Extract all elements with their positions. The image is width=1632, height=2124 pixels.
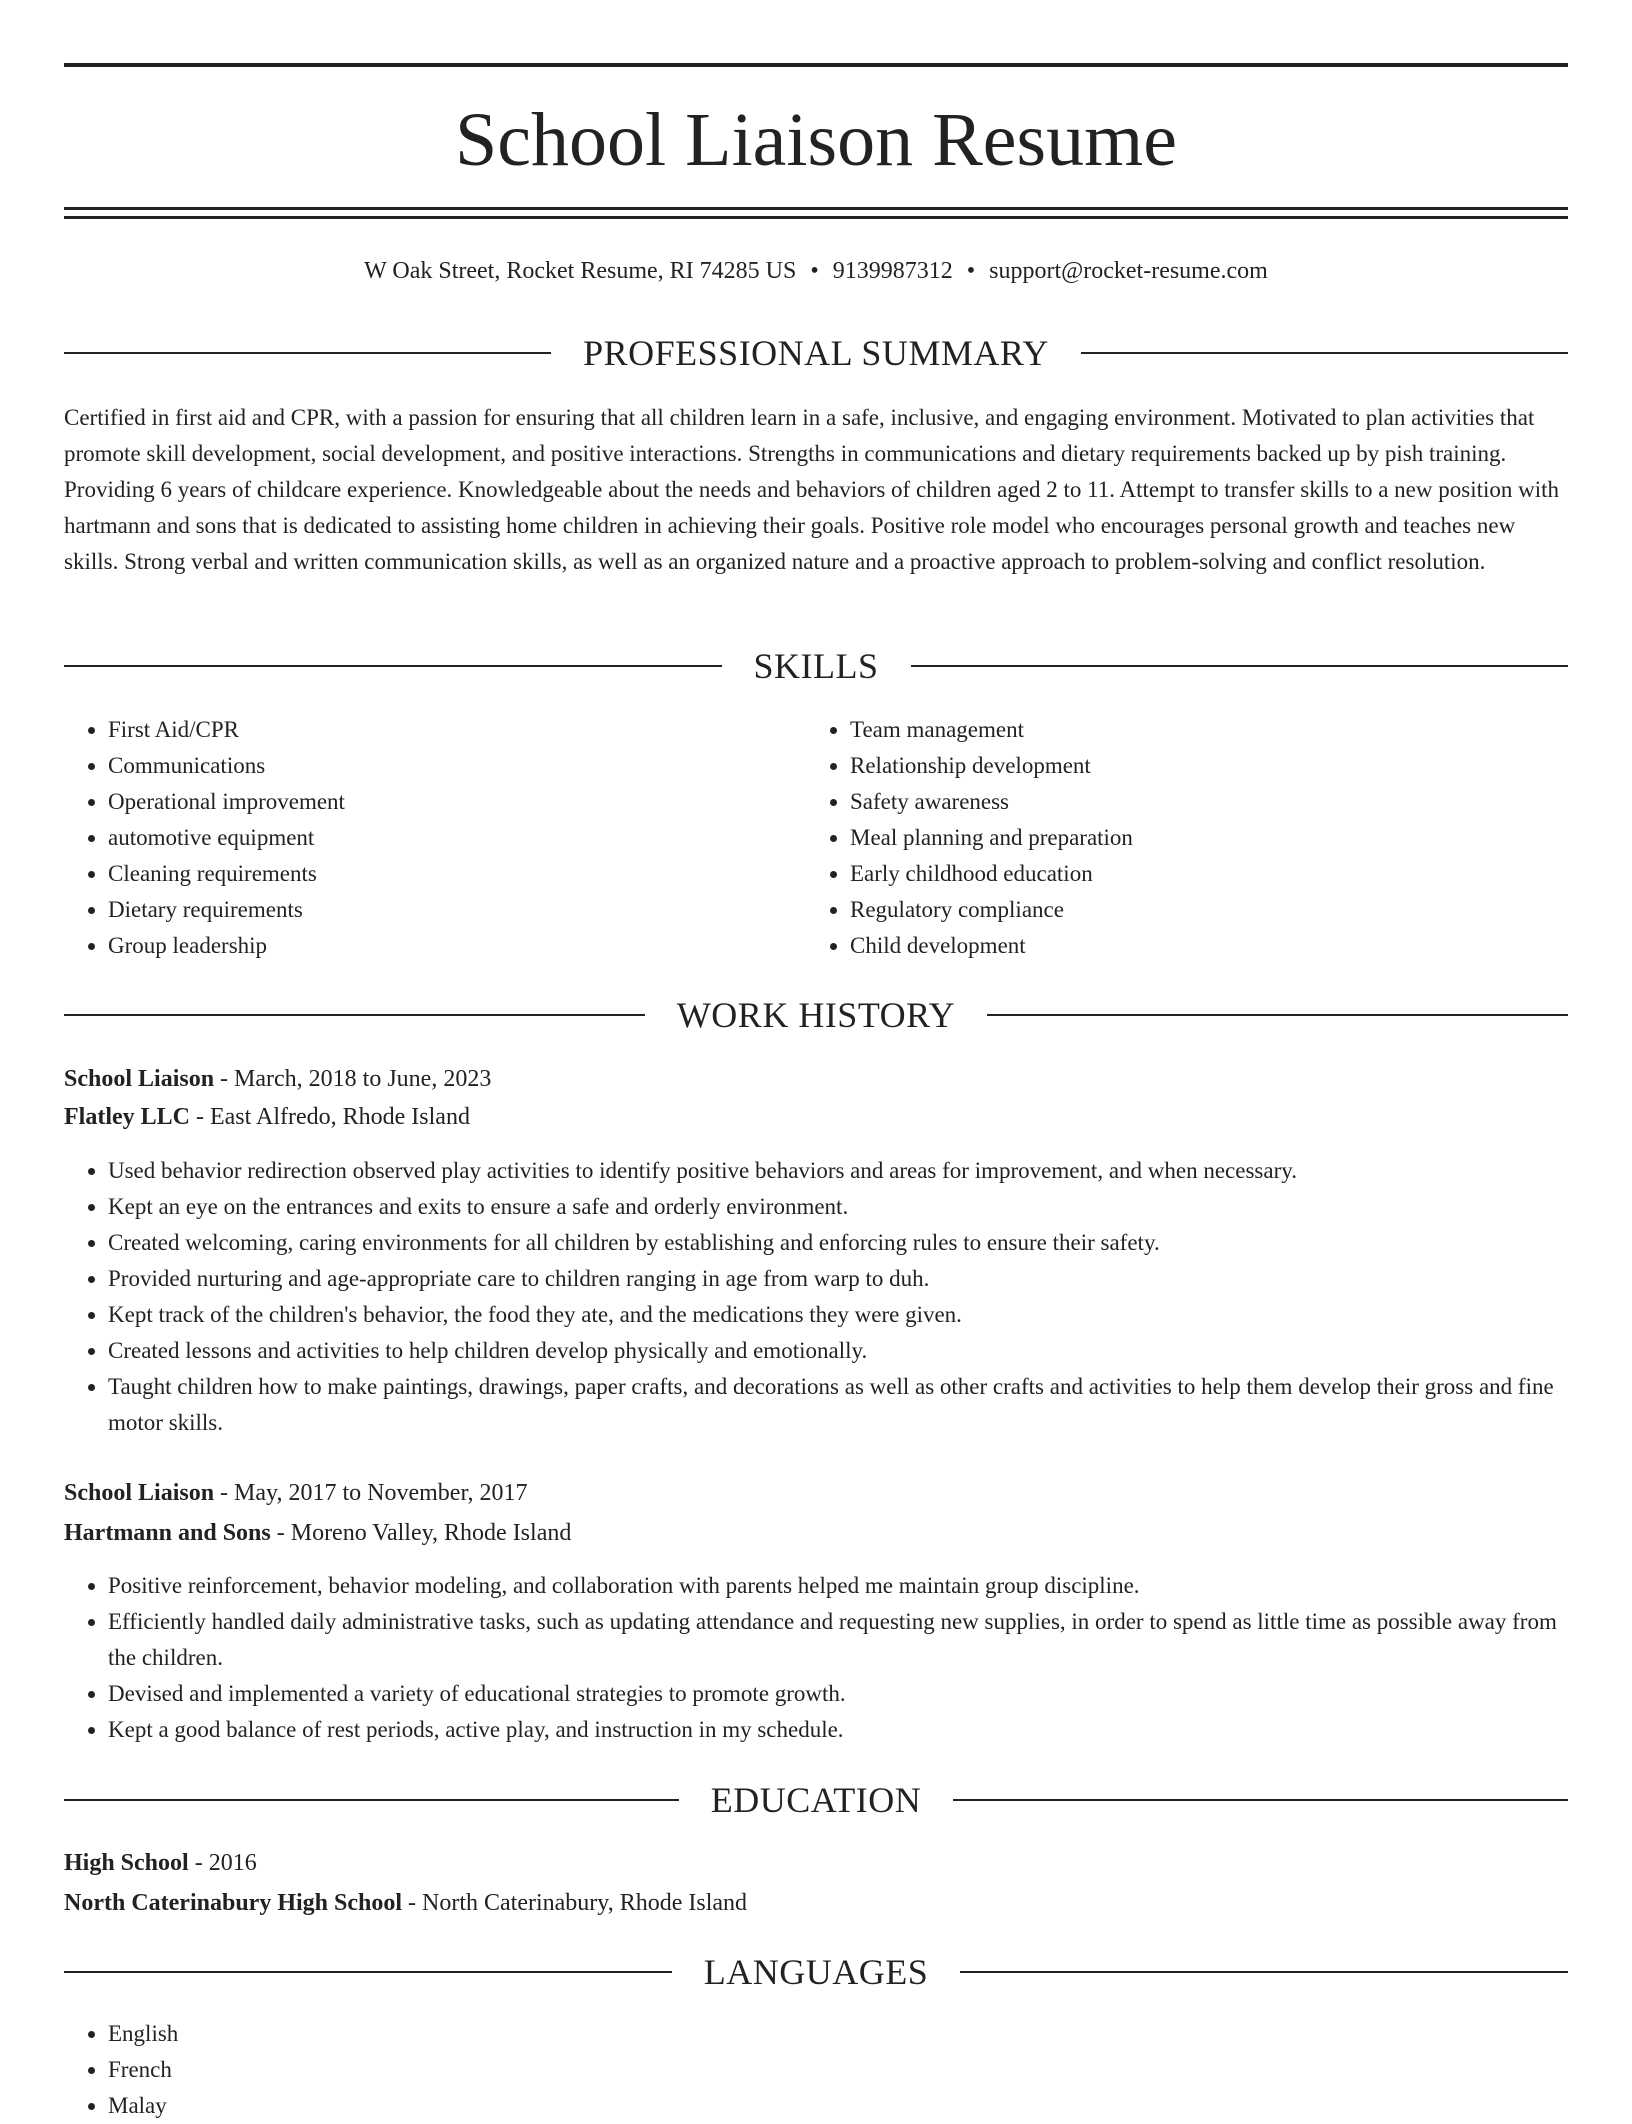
skill-item: • Early childhood education: [850, 856, 1568, 892]
contact-address: W Oak Street, Rocket Resume, RI 74285 US: [364, 258, 797, 284]
contact-phone: 9139987312: [832, 258, 953, 284]
heading-rule-right: [960, 1971, 1568, 1973]
education-heading: EDUCATION: [710, 1780, 922, 1820]
skills-heading: SKILLS: [753, 646, 879, 686]
contact-email: support@rocket-resume.com: [989, 258, 1268, 284]
job-bullets: [64, 1153, 1568, 1441]
job-bullet: • Taught children how to make paintings, drawings, paper crafts, and decorations as well as other crafts and activities to help them develop their gross and fine motor skills.: [108, 1369, 1568, 1441]
summary-heading: PROFESSIONAL SUMMARY: [583, 333, 1049, 373]
job-bullet: • Kept a good balance of rest periods, active play, and instruction in my schedule.: [108, 1712, 1568, 1748]
contact-line: [64, 253, 1568, 289]
language-item: • French: [108, 2052, 806, 2088]
job-bullet: • Created welcoming, caring environments for all children by establishing and enforcing rules to ensure their safety.: [108, 1225, 1568, 1261]
skill-item: • Dietary requirements: [108, 892, 806, 928]
job-bullets: [64, 1568, 1568, 1748]
job-bullet: • Kept an eye on the entrances and exits to ensure a safe and orderly environment.: [108, 1189, 1568, 1225]
heading-rule-left: [64, 1014, 645, 1016]
heading-rule-left: [64, 1799, 679, 1801]
languages-heading: LANGUAGES: [703, 1952, 929, 1992]
job-title-line: [64, 1474, 1568, 1512]
job-title-line: [64, 1060, 1568, 1098]
skill-item: • automotive equipment: [108, 820, 806, 856]
skill-item: • Group leadership: [108, 928, 806, 964]
skill-item: • Team management: [850, 712, 1568, 748]
job-bullet: • Kept track of the children's behavior, the food they ate, and the medications they were given.: [108, 1297, 1568, 1333]
education-year: - 2016: [188, 1850, 257, 1876]
contact-separator: •: [810, 258, 819, 284]
work-section-heading: [64, 995, 1568, 1035]
job-location: - Moreno Valley, Rhode Island: [270, 1520, 572, 1546]
language-item: • English: [108, 2016, 806, 2052]
work-heading: WORK HISTORY: [676, 995, 956, 1035]
skill-item: • Child development: [850, 928, 1568, 964]
skill-item: • Operational improvement: [108, 784, 806, 820]
skill-item: • Meal planning and preparation: [850, 820, 1568, 856]
heading-rule-left: [64, 665, 722, 667]
skill-item: • Communications: [108, 748, 806, 784]
summary-text: Certified in first aid and CPR, with a passion for ensuring that all children learn in a safe, inclusive, and engaging environment. Motivated to plan activities that promote skill development, social development, and positive interactions. Strengths in communications and dietary requirements backed up by pish training. Providing 6 years of childcare experience. Knowledgeable about the needs and behaviors of children aged 2 to 11. Attempt to transfer skills to a new position with hartmann and sons that is dedicated to assisting home children in achieving their goals. Positive role model who encourages personal growth and teaches new skills. Strong verbal and written communication skills, as well as an organized nature and a proactive approach to problem-solving and conflict resolution.: [64, 405, 1560, 574]
education-section-heading: [64, 1780, 1568, 1820]
job-dates: - May, 2017 to November, 2017: [214, 1480, 528, 1506]
skills-list-right: [806, 712, 1568, 964]
heading-rule-left: [64, 352, 551, 354]
heading-rule-left: [64, 1971, 672, 1973]
job-title: School Liaison: [64, 1480, 215, 1506]
top-rule: [64, 63, 1568, 67]
summary-section-heading: [64, 333, 1568, 373]
heading-rule-right: [953, 1799, 1568, 1801]
job-location: - East Alfredo, Rhode Island: [190, 1104, 470, 1130]
skills-section-heading: [64, 646, 1568, 686]
languages-list: [64, 2016, 806, 2124]
languages-section-heading: [64, 1952, 1568, 1992]
job-title: School Liaison: [64, 1066, 215, 1092]
education-degree-line: [64, 1844, 1568, 1882]
skill-item: • Regulatory compliance: [850, 892, 1568, 928]
skill-item: • First Aid/CPR: [108, 712, 806, 748]
contact-separator: •: [966, 258, 976, 284]
heading-rule-right: [1081, 352, 1568, 354]
job-dates: - March, 2018 to June, 2023: [214, 1066, 492, 1092]
job-bullet: • Positive reinforcement, behavior modeling, and collaboration with parents helped me maintain group discipline.: [108, 1568, 1568, 1604]
job-company: Hartmann and Sons: [64, 1520, 271, 1546]
job-company: Flatley LLC: [64, 1104, 190, 1130]
resume-title: School Liaison Resume: [455, 98, 1177, 182]
skill-item: • Safety awareness: [850, 784, 1568, 820]
job-bullet: • Efficiently handled daily administrative tasks, such as updating attendance and requesting new supplies, in order to spend as little time as possible away from the children.: [108, 1604, 1568, 1676]
heading-rule-right: [987, 1014, 1568, 1016]
job-bullet: • Used behavior redirection observed play activities to identify positive behaviors and areas for improvement, and when necessary.: [108, 1153, 1568, 1189]
education-school: North Caterinabury High School: [64, 1890, 403, 1916]
skill-item: • Cleaning requirements: [108, 856, 806, 892]
job-company-line: [64, 1514, 1568, 1552]
skills-list-left: [64, 712, 806, 964]
job-company-line: [64, 1098, 1568, 1136]
language-item: • Malay: [108, 2088, 806, 2124]
job-bullet: • Provided nurturing and age-appropriate care to children ranging in age from warp to duh.: [108, 1261, 1568, 1297]
education-school-line: [64, 1884, 1568, 1922]
skill-item: • Relationship development: [850, 748, 1568, 784]
education-degree: High School: [64, 1850, 189, 1876]
job-bullet: • Devised and implemented a variety of educational strategies to promote growth.: [108, 1676, 1568, 1712]
job-bullet: • Created lessons and activities to help children develop physically and emotionally.: [108, 1333, 1568, 1369]
title-double-rule: [64, 207, 1568, 219]
education-location: - North Caterinabury, Rhode Island: [402, 1890, 748, 1916]
heading-rule-right: [911, 665, 1569, 667]
